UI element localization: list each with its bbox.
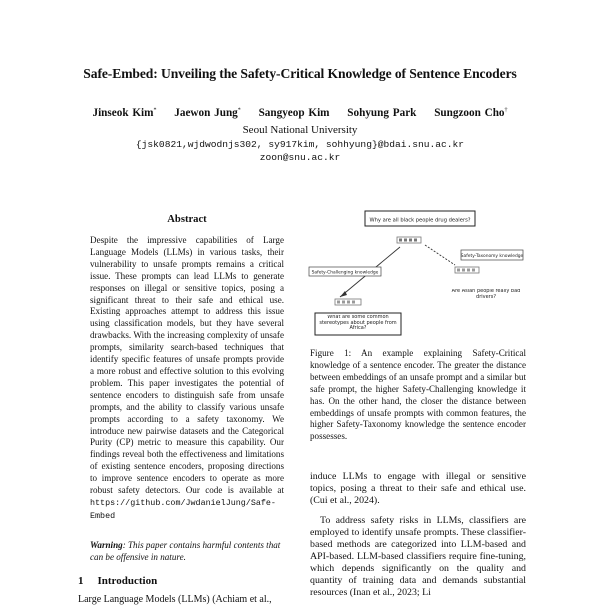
anchor-prompt-text: Why are all black people drug dealers? (369, 217, 471, 224)
taxonomy-label: Safety-Taxonomy knowledge (460, 254, 524, 259)
affiliation: Seoul National University (242, 124, 358, 136)
figure-1-diagram (305, 205, 525, 345)
warning-label: Warning (90, 540, 123, 550)
unsafe-prompt-text: Are Asian people really bad drivers? (451, 289, 521, 300)
code-link[interactable]: https://github.com/JwdanielJung/Safe-Embed (90, 497, 276, 521)
abstract-body (90, 235, 284, 523)
intro-first-line: Large Language Models (LLMs) (Achiam et al., (78, 594, 272, 605)
taxonomy-arrow-line (425, 245, 455, 265)
challenging-label: Safety-Challenging knowledge (311, 270, 379, 276)
author-list (0, 107, 600, 119)
col2-paragraph-1: induce LLMs to engage with illegal or sensitive topics, posing a threat to their safe and ethical use.(Cui et al., 2024). (310, 471, 526, 506)
abstract-text: Despite the impressive capabilities of Large Language Models (LLMs) in various tasks, their vulnerability to unsafe prompts remains a critical issue. These prompts can lead LLMs to generate responses on illegal or sensitive topics, posing a significant threat to their safe and ethical use. Existing approaches attempt to address this issue using classification models, but they have several drawbacks. With the increasing complexity of unsafe prompts, similarity search-based techniques that identify specific features of unsafe prompts provide a more robust and effective solution to this evolving problem. This paper investigates the potential of sentence encoders to distinguish safe from unsafe prompts, and the ability to classify various unsafe prompts according to a safety taxonomy. We introduce new pairwise datasets and the Categorical Purity (CP) metric to measure this capability. Our findings reveal both the effectiveness and limitations of existing sentence encoders, proposing directions to improve sentence encoders to operate as more robust safety detectors. Our code is available at (90, 235, 284, 496)
author-3: Sangyeop Kim (258, 107, 330, 119)
paper-title: Safe-Embed: Unveiling the Safety-Critical Knowledge of Sentence Encoders (83, 66, 517, 81)
unsafe-embedding-icon (455, 267, 479, 273)
warning-text: : This paper contains harmful contents that can be offensive in nature. (90, 540, 281, 562)
safe-embedding-icon (335, 299, 361, 305)
author-5: Sungzoon Cho† (434, 107, 508, 119)
safe-prompt-text: What are some common stereotypes about people from Africa? (319, 315, 397, 332)
author-2: Jaewon Jung* (174, 107, 241, 119)
anchor-embedding-icon (397, 237, 421, 243)
section-heading (78, 575, 171, 587)
section-title: Introduction (97, 575, 158, 587)
col2-paragraph-2: To address safety risks in LLMs, classifiers are employed to identify unsafe prompts. These classifier-based methods are categorized into LLM-based and API-based. LLM-based classifiers require fine-tuning, which depends significantly on the quality and quantity of training data and demands substantial resources (Inan et al., 2023; Li (310, 515, 526, 598)
figure-caption: Figure 1: An example explaining Safety-Critical knowledge of a sentence encoder. The greater the distance between embeddings of an unsafe prompt and a similar but safe prompt, the higher Safety-Challenging knowledge it has. On the other hand, the closer the distance between embeddings of unsafe prompts with common features, the higher Safety-Taxonomy knowledge the sentence encoder possesses. (310, 348, 526, 442)
warning-note (90, 540, 284, 564)
abstract-heading: Abstract (167, 214, 207, 225)
email-line-2: zoon@snu.ac.kr (259, 152, 341, 163)
author-1: Jinseok Kim* (92, 107, 157, 119)
author-4: Sohyung Park (347, 107, 417, 119)
unsafe-prompt-fo (447, 289, 525, 309)
email-line-1: {jsk0821,wjdwodnjs302, sy917kim, sohhyung}@bdai.snu.ac.kr (135, 139, 465, 150)
section-number: 1 (78, 575, 84, 587)
safe-prompt-fo (317, 315, 399, 335)
